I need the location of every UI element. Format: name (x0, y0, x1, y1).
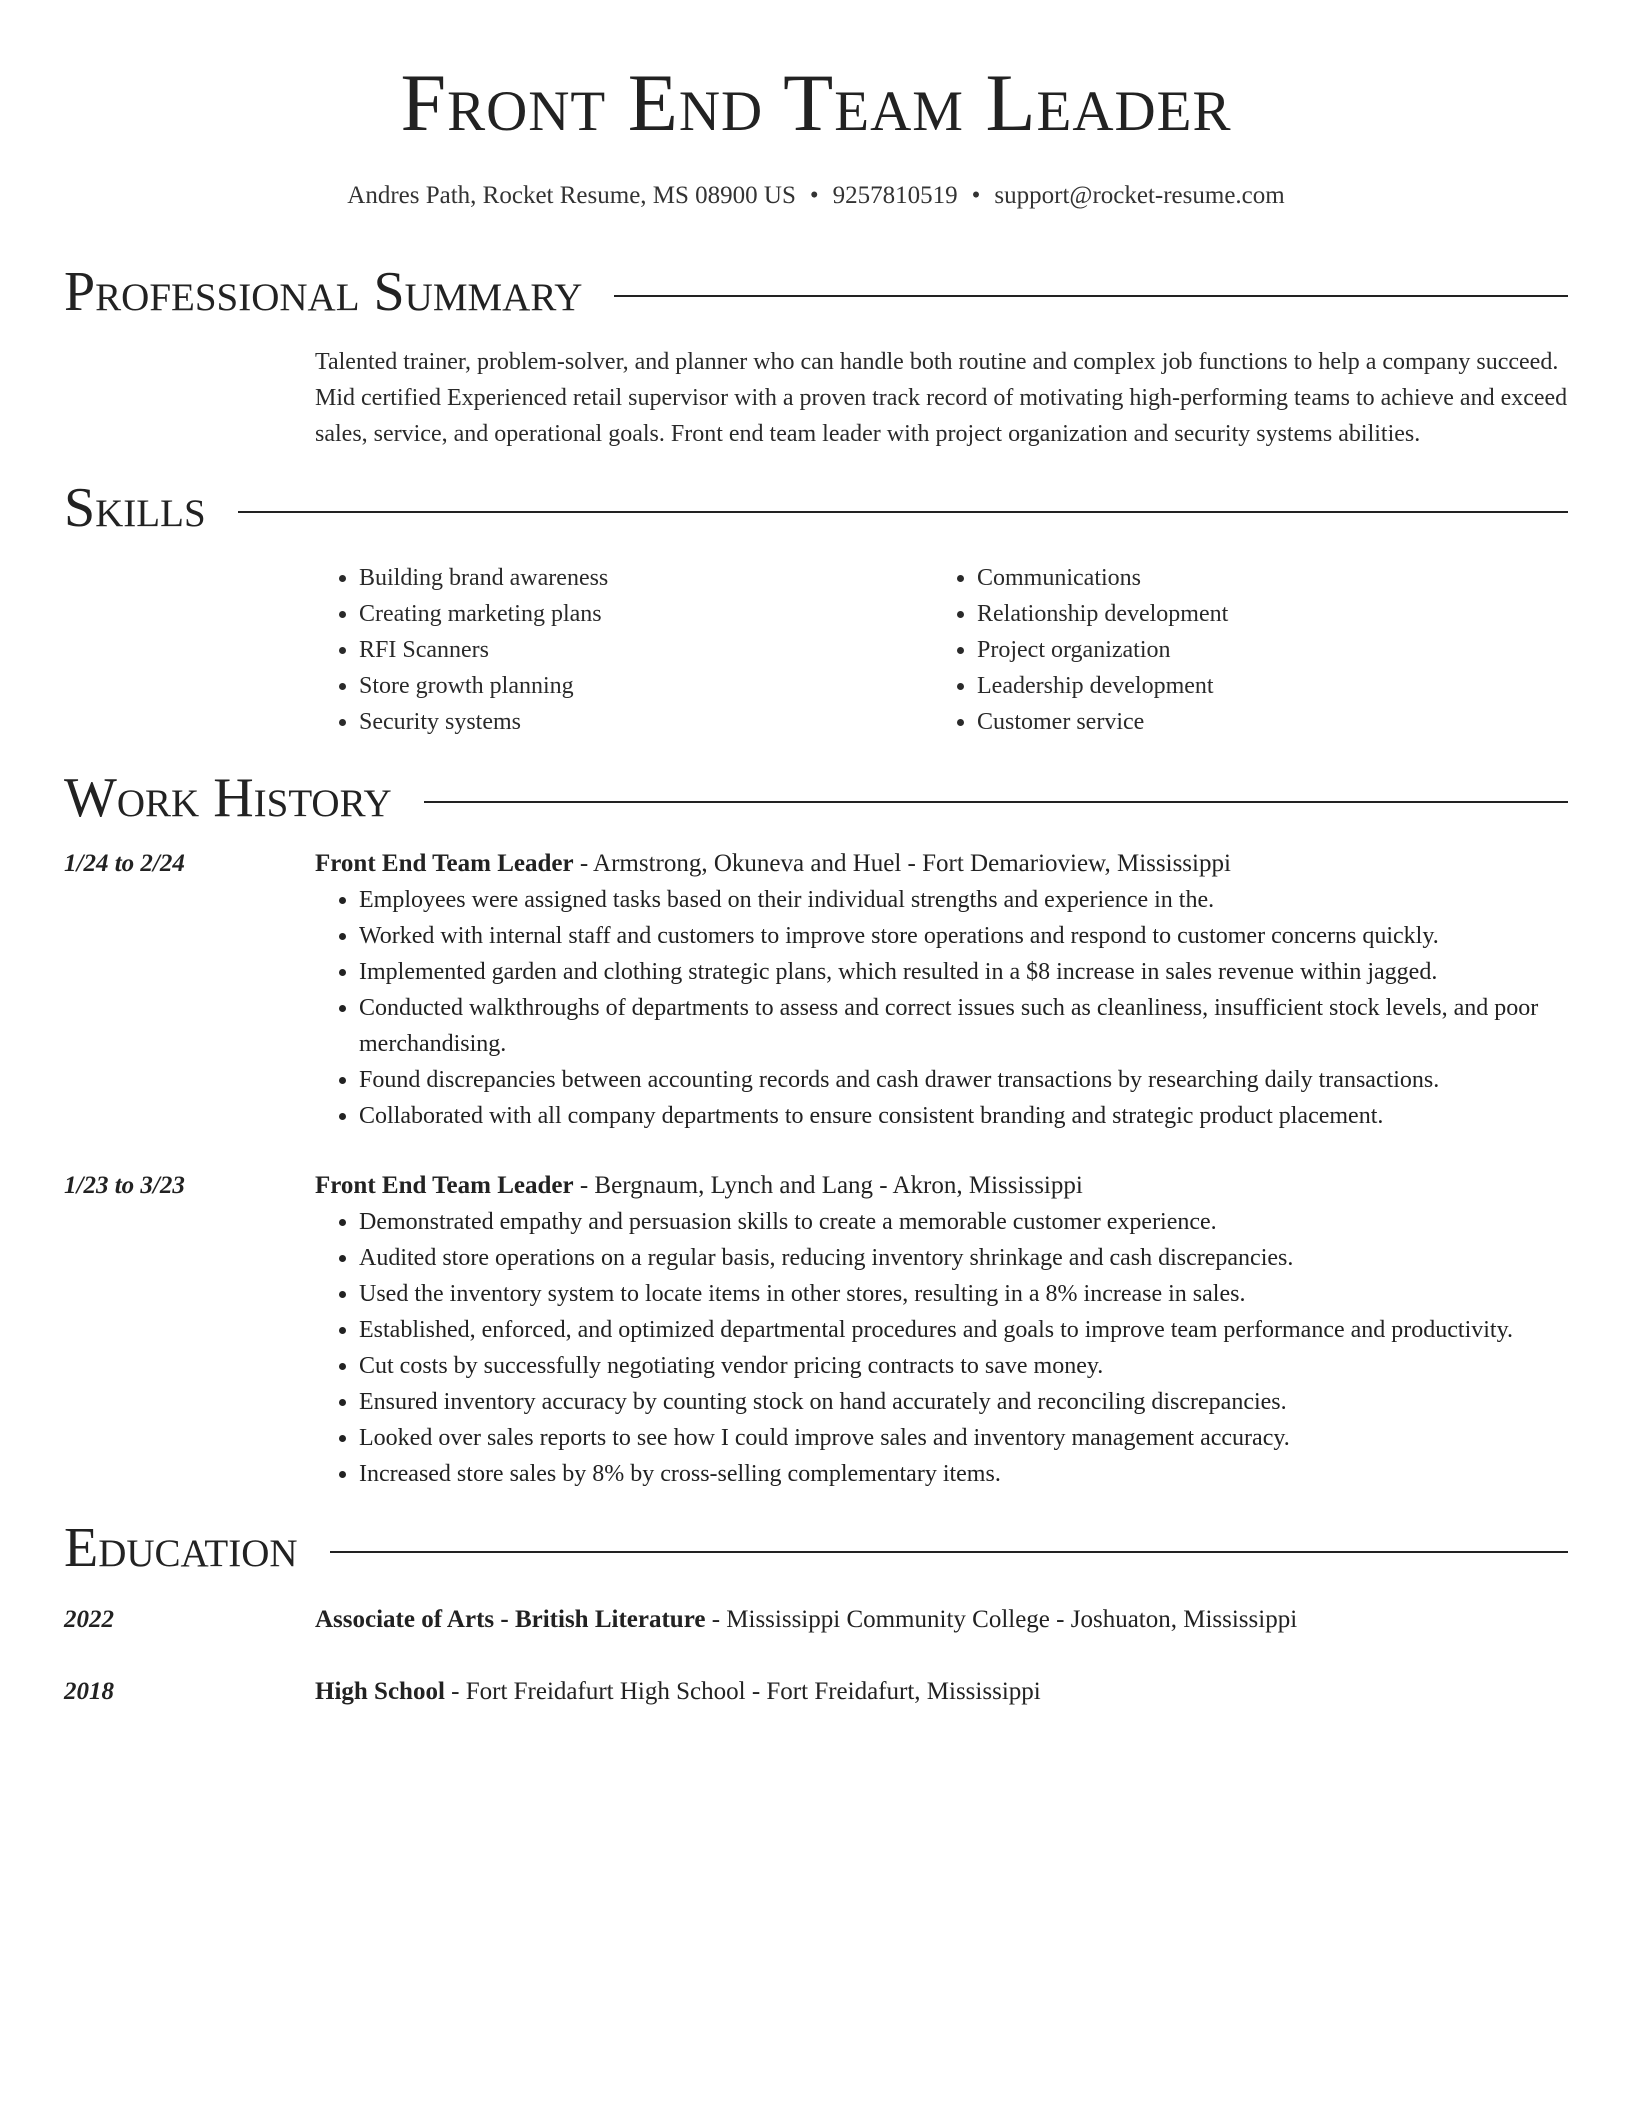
work-history-section-header (64, 766, 1568, 830)
education-year: 2022 (64, 1606, 114, 1633)
work-bullet: • Conducted walkthroughs of departments to assess and correct issues such as cleanliness, insufficient stock levels, and poor merchandising. (359, 990, 1568, 1062)
work-heading (315, 846, 1568, 882)
work-bullets (315, 882, 1568, 1134)
summary-text: Talented trainer, problem-solver, and planner who can handle both routine and complex job functions to help a company succeed. Mid certified Experienced retail supervisor with a proven track record of motivating high-performing teams to achieve and exceed sales, service, and operational goals. Front end team leader with project organization and security systems abilities. (315, 349, 1568, 447)
education-year: 2018 (64, 1678, 114, 1705)
skill-item: • Creating marketing plans (359, 596, 933, 632)
school-details: - Mississippi Community College - Joshuaton, Mississippi (705, 1606, 1298, 1633)
skills-list (315, 560, 1568, 740)
work-bullet: • Found discrepancies between accounting records and cash drawer transactions by researching daily transactions. (359, 1062, 1568, 1098)
education-section-header (64, 1516, 1568, 1580)
school-details: - Fort Freidafurt High School - Fort Freidafurt, Mississippi (444, 1678, 1041, 1705)
section-divider (614, 295, 1568, 297)
resume-page (64, 0, 1568, 1710)
work-bullet: • Demonstrated empathy and persuasion skills to create a memorable customer experience. (359, 1204, 1568, 1240)
work-entry-body (315, 846, 1568, 1134)
resume-name: Front End Team Leader (400, 57, 1232, 148)
skill-item: • RFI Scanners (359, 632, 933, 668)
job-title: Front End Team Leader (315, 850, 574, 877)
section-divider (330, 1551, 1568, 1553)
work-bullet: • Employees were assigned tasks based on their individual strengths and experience in the. (359, 882, 1568, 918)
contact-line (64, 182, 1568, 210)
summary-section-header (64, 260, 1568, 324)
work-bullet: • Implemented garden and clothing strategic plans, which resulted in a $8 increase in sales revenue within jagged. (359, 954, 1568, 990)
contact-separator: • (809, 182, 819, 209)
education-section-title: Education (64, 1517, 298, 1579)
skill-item: • Customer service (977, 704, 1551, 740)
work-bullet: • Used the inventory system to locate items in other stores, resulting in a 8% increase in sales. (359, 1276, 1568, 1312)
skill-item: • Store growth planning (359, 668, 933, 704)
section-divider (424, 801, 1568, 803)
work-bullet: • Established, enforced, and optimized departmental procedures and goals to improve team performance and productivity. (359, 1312, 1568, 1348)
work-bullet: • Looked over sales reports to see how I could improve sales and inventory management accuracy. (359, 1420, 1568, 1456)
work-dates: 1/23 to 3/23 (64, 1172, 185, 1199)
contact-email: support@rocket-resume.com (994, 182, 1285, 209)
skill-item: • Relationship development (977, 596, 1551, 632)
education-entry (64, 1674, 1568, 1710)
section-divider (238, 511, 1568, 513)
work-entry (64, 846, 1568, 1134)
summary-section-title: Professional Summary (64, 261, 583, 323)
skill-item: • Leadership development (977, 668, 1551, 704)
work-bullet: • Ensured inventory accuracy by counting stock on hand accurately and reconciling discrepancies. (359, 1384, 1568, 1420)
education-entry-body (315, 1674, 1568, 1710)
degree-title: High School (315, 1678, 445, 1705)
work-dates: 1/24 to 2/24 (64, 850, 185, 877)
employer-details: - Bergnaum, Lynch and Lang - Akron, Mississippi (573, 1172, 1083, 1199)
work-bullet: • Increased store sales by 8% by cross-selling complementary items. (359, 1456, 1568, 1492)
skill-item: • Communications (977, 560, 1551, 596)
work-bullets (315, 1204, 1568, 1492)
skills-section-title: Skills (64, 477, 206, 539)
work-bullet: • Collaborated with all company departments to ensure consistent branding and strategic product placement. (359, 1098, 1568, 1134)
skill-item: • Project organization (977, 632, 1551, 668)
work-history-section-title: Work History (64, 767, 392, 829)
work-entry (64, 1168, 1568, 1492)
work-bullet: • Cut costs by successfully negotiating vendor pricing contracts to save money. (359, 1348, 1568, 1384)
degree-title: Associate of Arts - British Literature (315, 1606, 706, 1633)
skill-item: • Building brand awareness (359, 560, 933, 596)
skill-item: • Security systems (359, 704, 933, 740)
contact-address: Andres Path, Rocket Resume, MS 08900 US (347, 182, 796, 209)
work-entry-body (315, 1168, 1568, 1492)
contact-separator: • (971, 182, 981, 209)
skills-column-right (933, 560, 1551, 740)
education-entry-body (315, 1602, 1568, 1638)
job-title: Front End Team Leader (315, 1172, 574, 1199)
work-bullet: • Worked with internal staff and customers to improve store operations and respond to customer concerns quickly. (359, 918, 1568, 954)
skills-section-header (64, 476, 1568, 540)
education-entry (64, 1602, 1568, 1638)
contact-phone: 9257810519 (832, 182, 958, 209)
work-bullet: • Audited store operations on a regular basis, reducing inventory shrinkage and cash discrepancies. (359, 1240, 1568, 1276)
skills-column-left (315, 560, 933, 740)
work-heading (315, 1168, 1568, 1204)
employer-details: - Armstrong, Okuneva and Huel - Fort Demarioview, Mississippi (573, 850, 1231, 877)
